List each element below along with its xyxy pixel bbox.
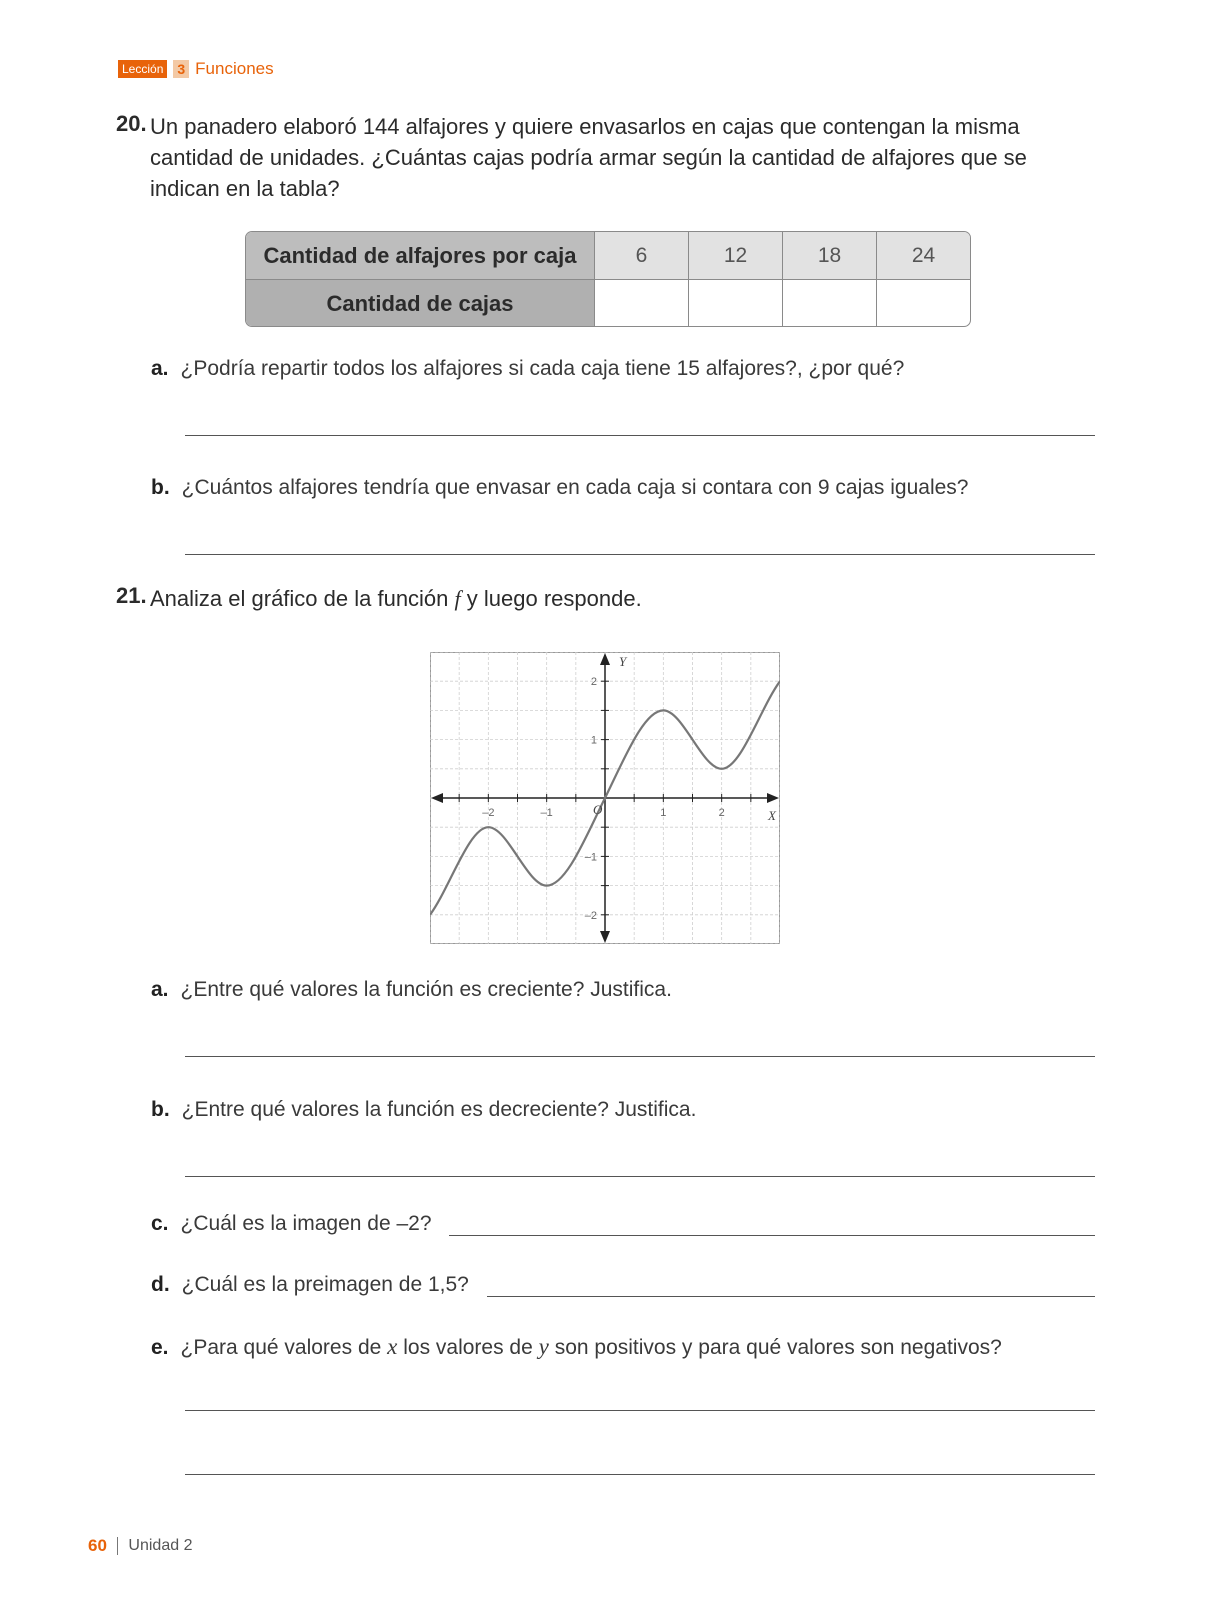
function-graph bbox=[430, 652, 780, 944]
sub-text: ¿Podría repartir todos los alfajores si cada caja tiene 15 alfajores?, ¿por qué? bbox=[180, 357, 905, 380]
table-row bbox=[246, 279, 970, 327]
sub-label: e. bbox=[151, 1336, 169, 1359]
subquestion-21e bbox=[151, 1334, 1002, 1360]
y-variable: y bbox=[538, 1334, 549, 1359]
sub-label: b. bbox=[151, 1098, 170, 1121]
sub-label: b. bbox=[151, 476, 170, 499]
question-number: 21. bbox=[116, 583, 147, 608]
page-number: 60 bbox=[88, 1536, 107, 1555]
table-cell: 12 bbox=[689, 232, 783, 279]
answer-line[interactable] bbox=[185, 1176, 1095, 1177]
unit-label: Unidad 2 bbox=[128, 1537, 193, 1554]
row-header: Cantidad de alfajores por caja bbox=[246, 232, 595, 279]
sub-text: ¿Cuál es la preimagen de 1,5? bbox=[181, 1273, 469, 1296]
alfajores-table bbox=[245, 231, 971, 327]
function-symbol: f bbox=[454, 586, 461, 611]
y-tick-label: 1 bbox=[590, 734, 597, 747]
x-axis-label: X bbox=[768, 808, 776, 823]
sub-text: ¿Cuántos alfajores tendría que envasar en cada caja si contara con 9 cajas iguales? bbox=[181, 476, 969, 499]
question-20 bbox=[116, 111, 1076, 204]
sub-text-3: son positivos y para qué valores son negativos? bbox=[554, 1336, 1002, 1359]
x-tick-label: 2 bbox=[718, 807, 725, 819]
subquestion-21a bbox=[151, 978, 672, 1002]
table-cell: 24 bbox=[877, 232, 970, 279]
answer-line[interactable] bbox=[487, 1296, 1095, 1297]
lesson-header bbox=[118, 59, 274, 79]
sub-label: c. bbox=[151, 1212, 169, 1235]
row-header: Cantidad de cajas bbox=[246, 280, 595, 327]
sub-text-1: ¿Para qué valores de bbox=[180, 1336, 382, 1359]
answer-line[interactable] bbox=[185, 1474, 1095, 1475]
answer-cell[interactable] bbox=[595, 280, 689, 327]
origin-label: O bbox=[593, 802, 603, 817]
x-tick-label: –1 bbox=[540, 807, 553, 819]
x-tick-label: –2 bbox=[482, 807, 495, 819]
answer-cell[interactable] bbox=[877, 280, 970, 327]
answer-line[interactable] bbox=[185, 1410, 1095, 1411]
y-tick-label: –1 bbox=[584, 851, 597, 864]
answer-line[interactable] bbox=[185, 1056, 1095, 1057]
sub-label: a. bbox=[151, 978, 169, 1001]
question-21 bbox=[116, 583, 1076, 614]
table-cell: 18 bbox=[783, 232, 877, 279]
sub-label: a. bbox=[151, 357, 169, 380]
y-tick-label: 2 bbox=[590, 676, 597, 689]
answer-line[interactable] bbox=[185, 435, 1095, 436]
question-text-1: Analiza el gráfico de la función bbox=[150, 586, 449, 611]
answer-line[interactable] bbox=[185, 554, 1095, 555]
sub-text: ¿Cuál es la imagen de –2? bbox=[180, 1212, 432, 1235]
sub-text-2: los valores de bbox=[403, 1336, 533, 1359]
table-cell: 6 bbox=[595, 232, 689, 279]
sub-label: d. bbox=[151, 1273, 170, 1296]
answer-cell[interactable] bbox=[783, 280, 877, 327]
subquestion-20b bbox=[151, 476, 969, 500]
subquestion-21d bbox=[151, 1273, 469, 1297]
lesson-title: Funciones bbox=[195, 59, 274, 78]
question-text: Un panadero elaboró 144 alfajores y quiere envasarlos en cajas que contengan la misma cantidad de unidades. ¿Cuántas cajas podría armar según la cantidad de alfajores que se indican en la tabla? bbox=[150, 114, 1027, 201]
question-text bbox=[150, 583, 642, 614]
sub-text: ¿Entre qué valores la función es decreciente? Justifica. bbox=[181, 1098, 697, 1121]
table-row bbox=[246, 232, 970, 279]
lesson-number: 3 bbox=[173, 60, 189, 78]
y-tick-label: –2 bbox=[584, 909, 597, 922]
lesson-badge: Lección bbox=[118, 60, 167, 78]
subquestion-21c bbox=[151, 1212, 432, 1236]
answer-line[interactable] bbox=[449, 1235, 1095, 1236]
sub-text: ¿Entre qué valores la función es creciente? Justifica. bbox=[180, 978, 672, 1001]
question-text-2: y luego responde. bbox=[466, 586, 642, 611]
x-tick-label: 1 bbox=[660, 807, 667, 819]
y-axis-label: Y bbox=[619, 654, 627, 669]
subquestion-20a bbox=[151, 357, 904, 381]
subquestion-21b bbox=[151, 1098, 696, 1122]
footer-divider bbox=[117, 1537, 119, 1555]
x-variable: x bbox=[387, 1334, 398, 1359]
page-footer bbox=[88, 1536, 192, 1556]
question-number: 20. bbox=[116, 111, 147, 136]
answer-cell[interactable] bbox=[689, 280, 783, 327]
